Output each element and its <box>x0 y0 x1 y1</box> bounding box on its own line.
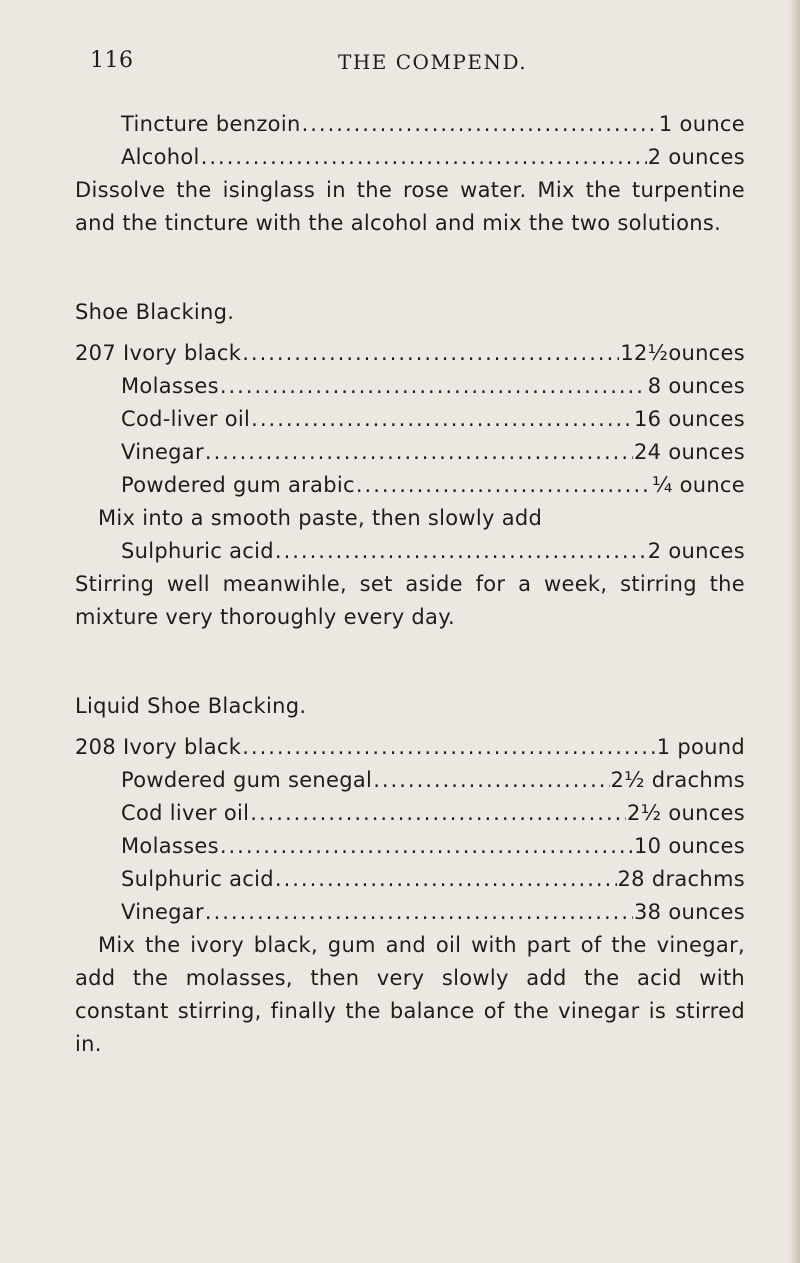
ingredient-quantity: 38 ounces <box>634 900 745 924</box>
ingredient-name: Powdered gum senegal <box>121 768 373 792</box>
ingredient-row <box>75 896 745 929</box>
dot-leader <box>220 830 633 863</box>
ingredient-quantity: 1 pound <box>656 735 745 759</box>
ingredient-row <box>75 403 745 436</box>
page-header <box>90 48 730 80</box>
ingredient-row <box>75 863 745 896</box>
ingredient-quantity: 10 ounces <box>634 834 745 858</box>
ingredient-quantity: 2 ounces <box>647 145 745 169</box>
ingredient-quantity: 12½ounces <box>620 341 745 365</box>
ingredient-name: Powdered gum arabic <box>121 473 355 497</box>
ingredient-name: Vinegar <box>121 900 204 924</box>
ingredient-row <box>75 830 745 863</box>
recipe-number: 207 <box>75 341 116 365</box>
page-edge-shadow <box>788 0 800 1263</box>
ingredient-name: Alcohol <box>121 145 200 169</box>
ingredient-name: Sulphuric acid <box>121 867 274 891</box>
dot-leader <box>250 797 626 830</box>
ingredient-name: Cod liver oil <box>121 801 250 825</box>
mid-instruction: Mix into a smooth paste, then slowly add <box>98 506 543 530</box>
dot-leader <box>373 764 609 797</box>
ingredient-name: Cod-liver oil <box>121 407 251 431</box>
recipe-instructions: Stirring well meanwihle, set aside for a week, stirring the mixture very thoroughly every day. <box>75 572 745 629</box>
dot-leader <box>275 535 647 568</box>
page-body <box>75 108 745 1061</box>
running-title: THE COMPEND. <box>338 50 528 74</box>
ingredient-row <box>75 469 745 502</box>
ingredient-name: Vinegar <box>121 440 204 464</box>
recipe-heading: Liquid Shoe Blacking. <box>75 694 307 718</box>
ingredient-quantity: 28 drachms <box>617 867 745 891</box>
ingredient-row <box>75 141 745 174</box>
page-number: 116 <box>90 48 134 73</box>
recipe-instructions: Mix the ivory black, gum and oil with part of the vinegar, add the molasses, then very slowly add the acid with constant stirring, finally the balance of the vinegar is stirred in. <box>75 933 745 1056</box>
ingredient-quantity: 2 ounces <box>647 539 745 563</box>
ingredient-row <box>75 797 745 830</box>
dot-leader <box>356 469 651 502</box>
recipe-instructions: Dissolve the isinglass in the rose water. Mix the turpentine and the tincture with the alcohol and mix the two solutions. <box>75 178 745 235</box>
ingredient-name: Sulphuric acid <box>121 539 274 563</box>
ingredient-name: Ivory black <box>122 735 242 759</box>
ingredient-row <box>75 764 745 797</box>
ingredient-quantity: 1 ounce <box>658 112 745 136</box>
ingredient-name: Molasses <box>121 374 219 398</box>
dot-leader <box>220 370 647 403</box>
recipe-heading: Shoe Blacking. <box>75 300 235 324</box>
ingredient-quantity: 2½ drachms <box>610 768 745 792</box>
ingredient-row <box>75 370 745 403</box>
ingredient-row <box>75 535 745 568</box>
dot-leader <box>251 403 633 436</box>
dot-leader <box>242 337 619 370</box>
ingredient-name: Tincture benzoin <box>121 112 301 136</box>
ingredient-row <box>75 436 745 469</box>
dot-leader <box>201 141 647 174</box>
ingredient-quantity: 16 ounces <box>634 407 745 431</box>
ingredient-name: Molasses <box>121 834 219 858</box>
ingredient-quantity: ¼ ounce <box>651 473 745 497</box>
ingredient-quantity: 24 ounces <box>634 440 745 464</box>
ingredient-quantity: 2½ ounces <box>627 801 745 825</box>
dot-leader <box>242 731 656 764</box>
ingredient-row <box>75 337 745 370</box>
dot-leader <box>275 863 617 896</box>
ingredient-row <box>75 108 745 141</box>
dot-leader <box>302 108 658 141</box>
dot-leader <box>205 896 633 929</box>
ingredient-name: Ivory black <box>122 341 242 365</box>
recipe-number: 208 <box>75 735 116 759</box>
ingredient-row <box>75 731 745 764</box>
dot-leader <box>205 436 633 469</box>
ingredient-quantity: 8 ounces <box>647 374 745 398</box>
